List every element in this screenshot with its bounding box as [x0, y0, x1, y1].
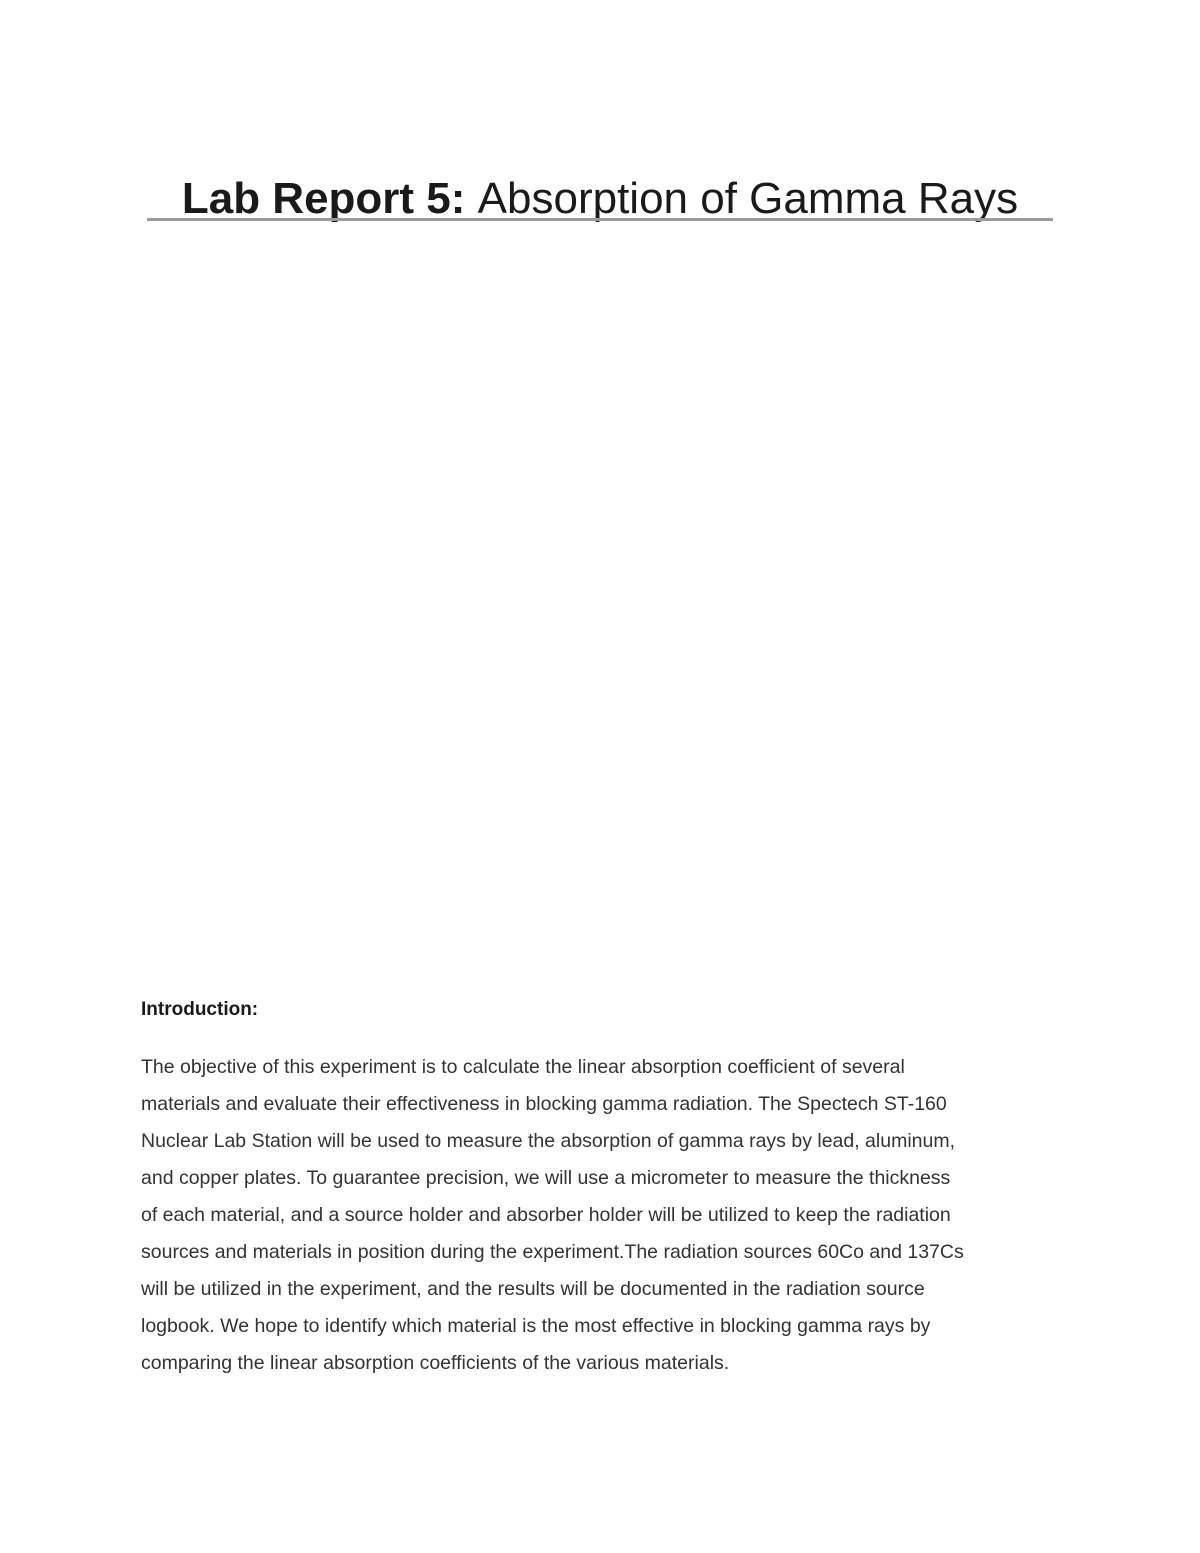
paragraph-line: materials and evaluate their effectiveness in blocking gamma radiation. The Spectech ST-160: [141, 1093, 947, 1115]
introduction-paragraph: [141, 1049, 1061, 1382]
paragraph-line: and copper plates. To guarantee precision, we will use a micrometer to measure the thickness: [141, 1167, 951, 1189]
title-label: Lab Report 5:: [181, 174, 466, 224]
paragraph-line: Nuclear Lab Station will be used to measure the absorption of gamma rays by lead, aluminum,: [141, 1130, 956, 1152]
paragraph-line: logbook. We hope to identify which material is the most effective in blocking gamma rays by: [141, 1315, 931, 1337]
paragraph-line: The objective of this experiment is to calculate the linear absorption coefficient of several: [141, 1056, 905, 1078]
paragraph-line: sources and materials in position during the experiment.The radiation sources 60Co and 137Cs: [141, 1241, 964, 1263]
title-divider: [147, 218, 1053, 221]
paragraph-line: will be utilized in the experiment, and the results will be documented in the radiation source: [141, 1278, 925, 1300]
title-subject: Absorption of Gamma Rays: [477, 174, 1019, 224]
paragraph-line: of each material, and a source holder and absorber holder will be utilized to keep the radiation: [141, 1204, 951, 1226]
paragraph-line: comparing the linear absorption coefficients of the various materials.: [141, 1352, 730, 1374]
introduction-heading: Introduction:: [141, 999, 259, 1020]
